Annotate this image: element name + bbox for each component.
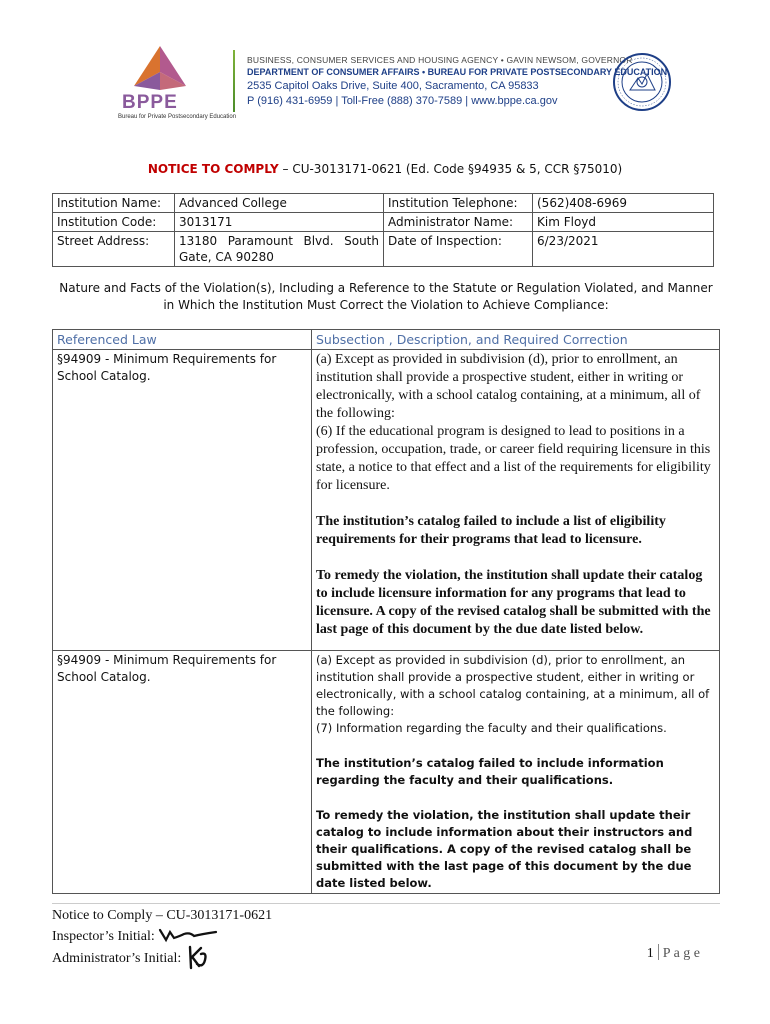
administrator-value: Kim Floyd [533, 213, 714, 232]
telephone-label: Institution Telephone: [384, 194, 533, 213]
subsection-a: (a) Except as provided in subdivision (d), prior to enrollment, an institution shall provide a prospective student, either in writing or electronically, with a school catalog containing, at a minimum, all of the following: [316, 352, 701, 421]
address-line: 2535 Capitol Oaks Drive, Suite 400, Sacramento, CA 95833 [247, 80, 539, 92]
finding-text: The institution’s catalog failed to include a list of eligibility requirements for their programs that lead to licensure. [316, 514, 666, 547]
finding-text: The institution’s catalog failed to include information regarding the faculty and their qualifications. [316, 756, 664, 787]
logo-text: BPPE [122, 92, 178, 113]
institution-code-value: 3013171 [175, 213, 384, 232]
institution-info-table [52, 193, 714, 267]
administrator-label: Administrator Name: [384, 213, 533, 232]
street-address-label: Street Address: [53, 232, 175, 267]
notice-reference: – CU-3013171-0621 (Ed. Code §94935 & 5, CCR §75010) [278, 162, 623, 176]
description-cell [312, 350, 720, 651]
inspector-initial-signature [158, 926, 218, 944]
remedy-text: To remedy the violation, the institution shall update their catalog to include information about their instructors and their qualifications. A copy of the revised catalog shall be submitted with the last page of this document by the due date listed below. [316, 808, 693, 890]
street-address-value: 13180 Paramount Blvd. South Gate, CA 90280 [175, 232, 384, 267]
header-referenced-law: Referenced Law [53, 330, 312, 350]
subsection-item: (7) Information regarding the faculty and their qualifications. [316, 721, 667, 735]
department-line: DEPARTMENT OF CONSUMER AFFAIRS • BUREAU FOR PRIVATE POSTSECONDARY EDUCATION [247, 67, 668, 77]
referenced-law-cell: §94909 - Minimum Requirements for School Catalog. [53, 651, 312, 894]
notice-label: NOTICE TO COMPLY [147, 162, 279, 176]
letterhead-divider [233, 50, 235, 112]
contact-line: P (916) 431-6959 | Toll-Free (888) 370-7589 | www.bppe.ca.gov [247, 95, 558, 107]
page-label: P a g e [662, 946, 700, 961]
inspector-initial-label: Inspector’s Initial: [52, 929, 155, 944]
institution-name-value: Advanced College [175, 194, 384, 213]
logo-tagline: Bureau for Private Postsecondary Education [118, 114, 237, 120]
referenced-law-cell: §94909 - Minimum Requirements for School Catalog. [53, 350, 312, 651]
footer-divider [52, 903, 720, 904]
institution-name-label: Institution Name: [53, 194, 175, 213]
inspection-date-value: 6/23/2021 [533, 232, 714, 267]
admin-initial-label: Administrator’s Initial: [52, 951, 182, 966]
state-seal-icon [612, 52, 672, 112]
table-row [53, 350, 720, 651]
page-number-value: 1 [646, 946, 654, 961]
subsection-item: (6) If the educational program is designed to lead to positions in a profession, occupation, trade, or career field requiring licensure in this state, a notice to that effect and a list of the requirements for eligibility for licensure. [316, 424, 711, 493]
page-number [647, 944, 700, 962]
footer-notice-line: Notice to Comply – CU-3013171-0621 [52, 908, 273, 923]
institution-code-label: Institution Code: [53, 213, 175, 232]
notice-title [0, 162, 770, 176]
nature-heading: Nature and Facts of the Violation(s), Including a Reference to the Statute or Regulation Violated, and Manner in Which the Institution Must Correct the Violation to Achieve Compliance: [59, 281, 713, 312]
subsection-a: (a) Except as provided in subdivision (d), prior to enrollment, an institution shall provide a prospective student, either in writing or electronically, with a school catalog containing, at a minimum, all of the following: [316, 653, 710, 718]
administrator-initial-row [52, 944, 211, 970]
agency-line: BUSINESS, CONSUMER SERVICES AND HOUSING AGENCY • GAVIN NEWSOM, GOVERNOR [247, 55, 633, 65]
inspection-date-label: Date of Inspection: [384, 232, 533, 267]
inspector-initial-row [52, 926, 218, 945]
telephone-value: (562)408-6969 [533, 194, 714, 213]
remedy-text: To remedy the violation, the institution shall update their catalog to include licensure information for any programs that lead to licensure. A copy of the revised catalog shall be submitted with the last page of this document by the due date listed below. [316, 568, 711, 637]
administrator-initial-signature [185, 944, 211, 970]
header-description: Subsection , Description, and Required Correction [312, 330, 720, 350]
description-cell [312, 651, 720, 894]
violations-table [52, 329, 720, 894]
table-row [53, 651, 720, 894]
